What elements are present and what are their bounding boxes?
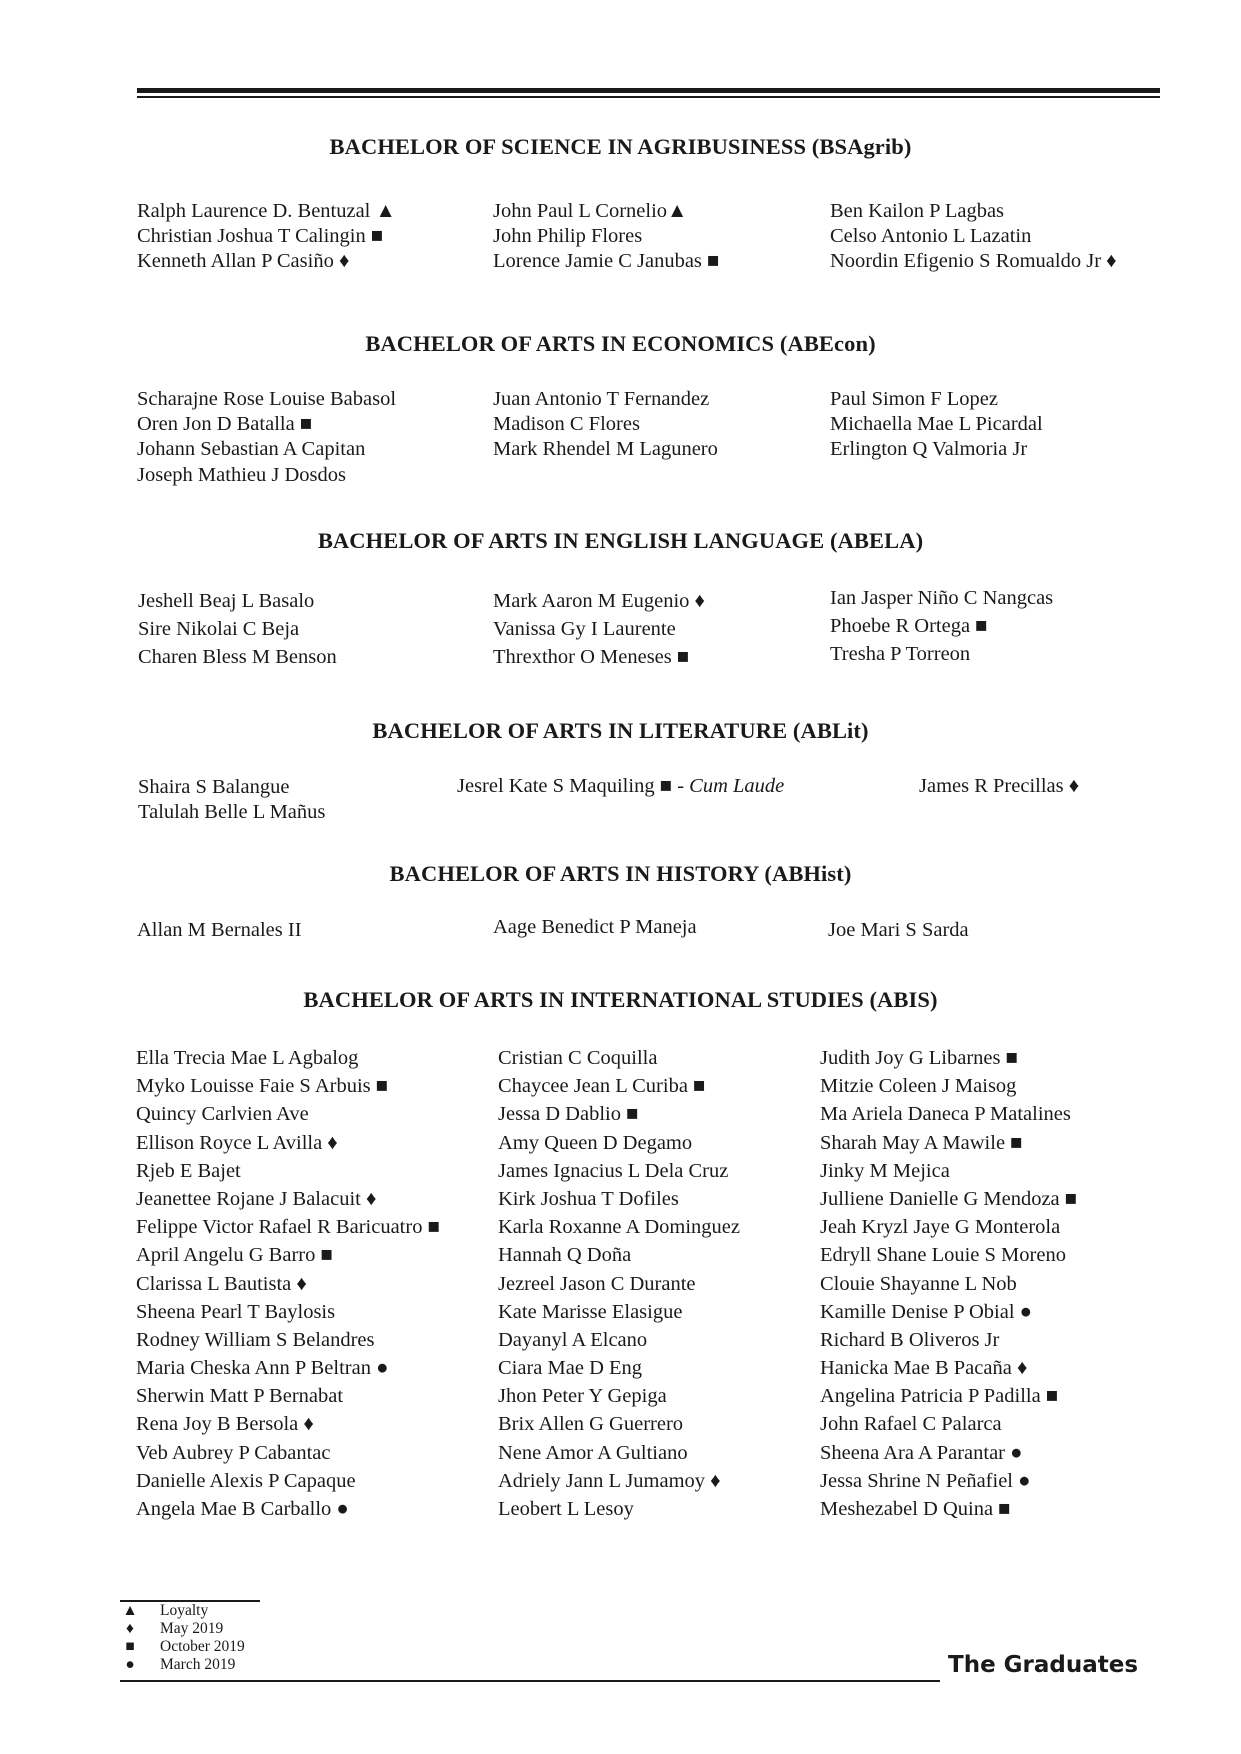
graduate-name: Johann Sebastian A Capitan <box>137 438 366 461</box>
footer-rule <box>120 1680 940 1682</box>
graduate-name: John Rafael C Palarca <box>820 1413 1002 1436</box>
graduate-name: Myko Louisse Faie S Arbuis ■ <box>136 1075 389 1098</box>
graduate-name: Dayanyl A Elcano <box>498 1328 648 1351</box>
name-column <box>138 587 337 671</box>
graduate-name: Jeshell Beaj L Basalo <box>138 590 315 612</box>
graduate-name: James R Precillas ♦ <box>919 775 1080 797</box>
graduate-name: Jinky M Mejica <box>820 1159 950 1182</box>
graduate-name: Sharah May A Mawile ■ <box>820 1131 1023 1154</box>
name-column <box>137 199 396 275</box>
legend-label: May 2019 <box>160 1620 224 1637</box>
graduate-name: Sheena Pearl T Baylosis <box>136 1300 336 1323</box>
footer-title: The Graduates <box>948 1652 1139 1678</box>
graduate-name: Kenneth Allan P Casiño ♦ <box>137 250 350 273</box>
graduate-name: Felippe Victor Rafael R Baricuatro ■ <box>136 1216 440 1239</box>
graduate-name: John Philip Flores <box>493 225 643 248</box>
graduate-name: Rena Joy B Bersola ♦ <box>136 1413 314 1436</box>
graduate-name: Rjeb E Bajet <box>136 1159 241 1182</box>
graduate-name: Quincy Carlvien Ave <box>136 1103 309 1126</box>
graduate-name <box>457 774 784 799</box>
graduate-name: Kamille Denise P Obial ● <box>820 1300 1033 1323</box>
graduate-name: Angelina Patricia P Padilla ■ <box>820 1385 1059 1408</box>
triangle-icon: ▲ <box>122 1602 138 1619</box>
graduate-name: Tresha P Torreon <box>830 643 971 665</box>
graduate-name: Scharajne Rose Louise Babasol <box>137 388 397 410</box>
graduate-name: Sherwin Matt P Bernabat <box>136 1385 344 1408</box>
honor-label: Cum Laude <box>689 775 785 797</box>
name-column <box>498 1044 740 1523</box>
name-column <box>493 587 705 671</box>
graduate-name: Kate Marisse Elasigue <box>498 1300 683 1323</box>
section-title-abis: BACHELOR OF ARTS IN INTERNATIONAL STUDIES (ABIS) <box>303 987 938 1012</box>
graduate-name: Chaycee Jean L Curiba ■ <box>498 1075 706 1098</box>
graduate-name: Oren Jon D Batalla ■ <box>137 413 313 436</box>
graduate-name: Angela Mae B Carballo ● <box>136 1498 349 1520</box>
name-column <box>457 774 784 799</box>
name-column <box>493 199 719 275</box>
graduate-name: Jessa D Dablio ■ <box>498 1103 639 1126</box>
graduate-name: Celso Antonio L Lazatin <box>830 225 1032 248</box>
graduate-name: Joseph Mathieu J Dosdos <box>137 463 346 486</box>
graduate-name: Michaella Mae L Picardal <box>830 413 1043 436</box>
name-column <box>137 387 396 488</box>
graduate-name: Clarissa L Bautista ♦ <box>136 1272 307 1295</box>
graduate-name: Judith Joy G Libarnes ■ <box>820 1047 1019 1069</box>
graduate-name: Allan M Bernales II <box>137 919 302 941</box>
graduate-name: Madison C Flores <box>493 413 640 436</box>
graduate-name: Joe Mari S Sarda <box>828 919 969 941</box>
legend-label: March 2019 <box>160 1656 236 1673</box>
section-title-abhist: BACHELOR OF ARTS IN HISTORY (ABHist) <box>389 861 852 886</box>
graduate-name: Mark Rhendel M Lagunero <box>493 438 718 461</box>
name-column <box>136 1044 440 1523</box>
graduate-name: Mitzie Coleen J Maisog <box>820 1075 1017 1098</box>
graduate-name: Noordin Efigenio S Romualdo Jr ♦ <box>830 250 1117 273</box>
legend-label: Loyalty <box>160 1602 209 1619</box>
graduate-name: April Angelu G Barro ■ <box>136 1244 333 1267</box>
circle-icon: ● <box>125 1656 135 1673</box>
section-title-abecon: BACHELOR OF ARTS IN ECONOMICS (ABEcon) <box>365 331 876 356</box>
graduate-name: Sire Nikolai C Beja <box>138 618 300 640</box>
graduate-name: Meshezabel D Quina ■ <box>820 1498 1011 1520</box>
graduate-name: Edryll Shane Louie S Moreno <box>820 1244 1066 1267</box>
graduate-name: Veb Aubrey P Cabantac <box>136 1441 331 1464</box>
graduate-name: Jezreel Jason C Durante <box>498 1272 696 1295</box>
name-column <box>493 387 718 463</box>
top-rule-thin <box>137 96 1160 98</box>
square-icon: ■ <box>125 1638 135 1655</box>
graduate-name: Mark Aaron M Eugenio ♦ <box>493 590 706 612</box>
graduate-name: Kirk Joshua T Dofiles <box>498 1187 679 1210</box>
section-title-bsagrib: BACHELOR OF SCIENCE IN AGRIBUSINESS (BSAgrib) <box>329 134 912 159</box>
name-column <box>830 387 1043 463</box>
name-column <box>138 775 325 825</box>
graduate-name: Vanissa Gy I Laurente <box>493 618 676 640</box>
graduate-name: Juan Antonio T Fernandez <box>493 388 710 410</box>
name-column <box>830 584 1053 668</box>
graduate-name: Threxthor O Meneses ■ <box>493 646 690 668</box>
graduate-name: Ellison Royce L Avilla ♦ <box>136 1131 338 1154</box>
graduate-name: Amy Queen D Degamo <box>498 1131 693 1154</box>
graduate-name: Ben Kailon P Lagbas <box>830 200 1005 222</box>
name-column <box>820 1044 1077 1523</box>
graduate-name: Nene Amor A Gultiano <box>498 1441 688 1464</box>
name-column <box>828 918 969 943</box>
graduate-name: Maria Cheska Ann P Beltran ● <box>136 1357 389 1380</box>
graduate-name: Ralph Laurence D. Bentuzal ▲ <box>137 200 396 222</box>
graduate-name: Talulah Belle L Mañus <box>138 801 326 824</box>
name-column <box>919 774 1079 799</box>
section-title-ablit: BACHELOR OF ARTS IN LITERATURE (ABLit) <box>372 718 869 743</box>
graduate-name: Jeanettee Rojane J Balacuit ♦ <box>136 1187 377 1210</box>
graduate-name: Clouie Shayanne L Nob <box>820 1272 1017 1295</box>
graduate-name: Ma Ariela Daneca P Matalines <box>820 1103 1071 1126</box>
graduate-name: Danielle Alexis P Capaque <box>136 1469 356 1492</box>
graduate-name: Cristian C Coquilla <box>498 1047 658 1069</box>
graduate-name: Lorence Jamie C Janubas ■ <box>493 250 720 273</box>
graduate-name: Phoebe R Ortega ■ <box>830 615 988 637</box>
graduate-name: Hannah Q Doña <box>498 1244 632 1267</box>
graduate-name: Julliene Danielle G Mendoza ■ <box>820 1187 1078 1210</box>
graduate-name: Paul Simon F Lopez <box>830 388 998 410</box>
section-title-abela: BACHELOR OF ARTS IN ENGLISH LANGUAGE (ABELA) <box>317 528 924 553</box>
graduate-name-text: Jesrel Kate S Maquiling ■ - <box>457 775 690 797</box>
graduate-name: Rodney William S Belandres <box>136 1328 375 1351</box>
graduate-name: John Paul L Cornelio▲ <box>493 200 688 222</box>
graduate-name: Leobert L Lesoy <box>498 1498 634 1520</box>
graduate-name: James Ignacius L Dela Cruz <box>498 1159 729 1182</box>
graduate-name: Jeah Kryzl Jaye G Monterola <box>820 1216 1061 1239</box>
graduate-name: Charen Bless M Benson <box>138 646 337 668</box>
graduate-name: Karla Roxanne A Dominguez <box>498 1216 740 1239</box>
graduate-name: Christian Joshua T Calingin ■ <box>137 225 384 248</box>
graduate-name: Aage Benedict P Maneja <box>493 916 697 938</box>
name-column <box>830 199 1117 275</box>
graduate-name: Sheena Ara A Parantar ● <box>820 1441 1023 1464</box>
graduate-name: Ian Jasper Niño C Nangcas <box>830 587 1054 609</box>
legend-label: October 2019 <box>160 1638 245 1655</box>
graduate-name: Hanicka Mae B Pacaña ♦ <box>820 1357 1028 1380</box>
graduate-name: Erlington Q Valmoria Jr <box>830 438 1028 461</box>
graduate-name: Jhon Peter Y Gepiga <box>498 1385 667 1408</box>
graduate-name: Ella Trecia Mae L Agbalog <box>136 1047 359 1069</box>
diamond-icon: ♦ <box>126 1620 134 1637</box>
top-rule-thick <box>137 88 1160 93</box>
graduate-name: Richard B Oliveros Jr <box>820 1328 1000 1351</box>
name-column <box>493 915 697 940</box>
graduate-name: Ciara Mae D Eng <box>498 1357 643 1380</box>
graduate-name: Adriely Jann L Jumamoy ♦ <box>498 1469 721 1492</box>
graduate-name: Brix Allen G Guerrero <box>498 1413 684 1436</box>
graduate-name: Jessa Shrine N Peñafiel ● <box>820 1469 1031 1492</box>
graduate-name: Shaira S Balangue <box>138 776 290 798</box>
name-column <box>137 918 302 943</box>
